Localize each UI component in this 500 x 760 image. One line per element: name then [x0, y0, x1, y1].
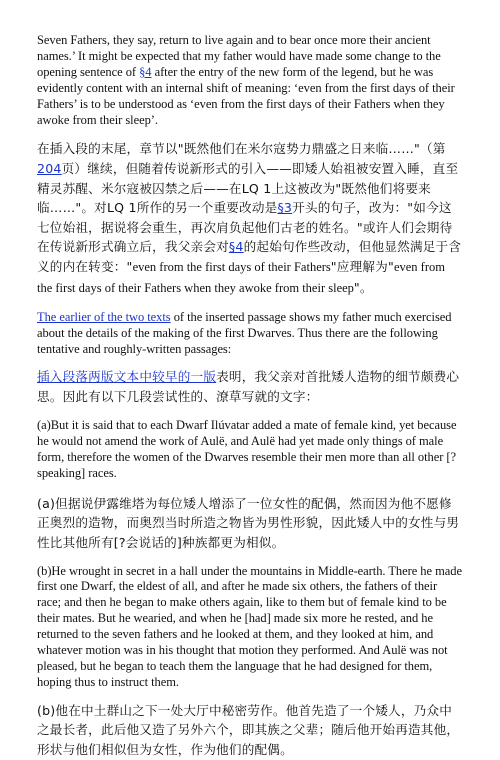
text: (b)He wrought in secret in a hall under the mountains in Middle-earth. There he made first one Dwarf, the eldest of all, and after he made six others, the fathers of their race; and then he began to make others again, like to them but of female kind to be their mates. But he wearied, and when he [had] made six more he rested, and he returned to the seven fathers and he looked at them, and they looked at him, and whatever motion was in his thought that motion they performed. And Aulë was not pleased, but he began to teach them the language that he had designed for them, hoping thus to instruct them.	[37, 563, 462, 689]
section-4-link-zh[interactable]: §4	[228, 239, 244, 255]
text: 开头的句子，改为："如今这七位始祖，据说将会重生，再次肩负起他们古老的姓名。"或许人们会期待在传说新形式确立后，我父亲会对	[37, 200, 453, 255]
passage-a-chinese	[37, 494, 463, 553]
english-quote: even from the first days of their Fathers	[132, 260, 331, 274]
earlier-text-link-zh[interactable]: 插入段落两版文本中较早的一版	[37, 368, 217, 384]
text: of the inserted passage shows my father much exercised about the details of the making of the first Dwarves. Thus there are the following tentative and roughly-written passages:	[37, 310, 452, 356]
section-3-link[interactable]: §3	[277, 200, 293, 216]
text: 的起始句作些改动，但他显然满足于含义的内在转变："	[37, 239, 462, 274]
text: 在插入段的末尾，章节以"既然他们在米尔寇势力鼎盛之日来临……"（第	[37, 141, 446, 157]
page-204-link[interactable]: 204	[37, 161, 62, 177]
passage-b-chinese	[37, 701, 463, 760]
text: after the entry of the new form of the legend, but he was evidently content with an internal shift of meaning: ‘even from the first days of their Fathers’ is to be understood as ‘even from the first days of their Fathers when they awoke from their sleep’.	[37, 64, 455, 127]
text: 表明，我父亲对首批矮人造物的细节颇费心思。因此有以下几段尝试性的、潦草写就的文字：	[37, 368, 460, 404]
document-page	[37, 33, 463, 760]
text: (b)他在中土群山之下一处大厅中秘密劳作。他首先造了一个矮人，乃众中之最长者，此后他又造了另外六个，即其族之父辈；随后他开始再造其他，形状与他们相似但为女性，作为他们的配偶。	[37, 702, 460, 757]
paragraph-chinese-2	[37, 367, 463, 406]
passage-a-english	[37, 418, 463, 482]
english-quote: even from the first days of their Fathers when they awoke from their sleep	[37, 260, 445, 295]
paragraph-chinese-1	[37, 139, 463, 298]
earlier-text-link[interactable]: The earlier of the two texts	[37, 310, 171, 325]
text: "应理解为"	[330, 259, 394, 274]
passage-b-english	[37, 564, 463, 691]
text: (a)But it is said that to each Dwarf Ilúvatar added a mate of female kind, yet because he would not amend the work of Aulë, and Aulë had yet made only things of male form, therefore the women of the Dwarves resemble their men more than all other [?speaking] races.	[37, 418, 457, 480]
paragraph-english-1	[37, 33, 463, 128]
text: 页）继续，但随着传说新形式的引入——即矮人始祖被安置入睡，直至精灵苏醒、米尔寇被囚禁之后——在LQ 1上这被改为"既然他们将要来临……"。对LQ 1所作的另一个重要改动是	[37, 161, 459, 216]
text: Seven Fathers, they say, return to live again and to bear once more their ancient names.’ It might be expected that my father would have made some change to the opening sentence of	[37, 33, 441, 79]
section-4-link[interactable]: §4	[139, 64, 152, 79]
text: "。	[353, 279, 373, 295]
paragraph-english-2	[37, 310, 463, 358]
text: (a)但据说伊露维塔为每位矮人增添了一位女性的配偶，然而因为他不愿修正奥烈的造物，而奥烈当时所造之物皆为男性形貌，因此矮人中的女性与男性比其他所有[?会说话的]种族都更为相似。	[37, 495, 460, 550]
